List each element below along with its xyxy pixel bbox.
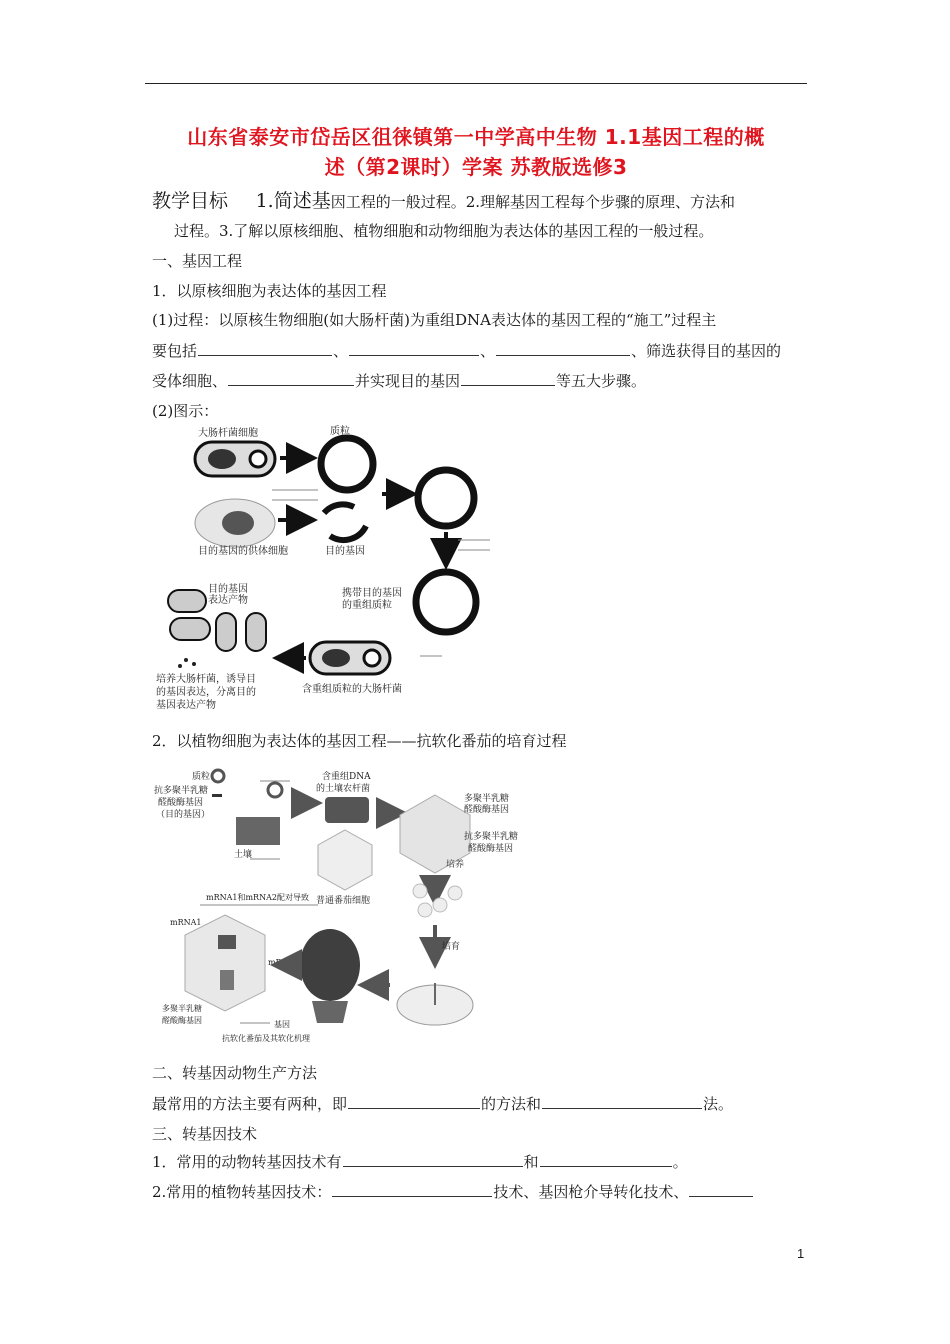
section2-a: 最常用的方法主要有两种，即 xyxy=(152,1095,348,1113)
gene-label-2: 基因 xyxy=(274,1020,290,1029)
diagram-label: (2)图示： xyxy=(152,402,219,420)
mrna1-label: mRNA1 xyxy=(170,918,202,927)
tomato-cell-mechanism-icon xyxy=(185,915,265,1011)
process-c1: 受体细胞、 xyxy=(152,372,228,390)
recombinant-label-1: 携带目的基因 xyxy=(342,588,402,599)
page-number: 1 xyxy=(797,1246,805,1261)
anti-gene-label-3: （目的基因） xyxy=(156,810,211,820)
product-label-2: 表达产物 xyxy=(208,595,248,606)
blank-8[interactable] xyxy=(343,1152,523,1167)
tomato-gene-engineering-diagram xyxy=(150,765,530,1045)
recombinant-plasmid-icon xyxy=(418,470,474,526)
ecoli-recombinant-label: 含重组质粒的大肠杆菌 xyxy=(302,684,402,695)
objectives-line1 xyxy=(152,186,735,213)
plasmid-small-icon xyxy=(250,451,266,467)
blank-3[interactable] xyxy=(496,341,630,356)
recombinant-plasmid-large-icon xyxy=(416,572,476,632)
mrna2-label: mRNA2 xyxy=(268,958,300,967)
donor-nucleus-icon xyxy=(222,511,254,535)
section1-item2: 2．以植物细胞为表达体的基因工程——抗软化番茄的培育过程 xyxy=(152,732,567,750)
agro-label-1: 含重组DNA xyxy=(322,772,371,782)
culture-label-3: 基因表达产物 xyxy=(156,700,216,711)
blank-5[interactable] xyxy=(461,371,555,386)
culture-label-2: 的基因表达，分离目的 xyxy=(156,687,256,698)
gene-label: 目的基因 xyxy=(325,546,365,557)
anti-gene-label-4: 抗多聚半乳糖 xyxy=(464,832,519,842)
blank-10[interactable] xyxy=(332,1182,492,1197)
objectives-line2: 过程。3.了解以原核细胞、植物细胞和动物细胞为表达体的基因工程的一般过程。 xyxy=(174,222,714,240)
section3-item2 xyxy=(152,1181,754,1202)
objectives-rest1: 因工程的一般过程。2.理解基因工程每个步骤的原理、方法和 xyxy=(330,193,736,211)
section3-item1-a: 1．常用的动物转基因技术有 xyxy=(152,1153,342,1171)
sep-2: 、 xyxy=(480,342,496,360)
blank-9[interactable] xyxy=(540,1152,672,1167)
blank-2[interactable] xyxy=(349,341,479,356)
pairing-label: mRNA1和mRNA2配对导致 xyxy=(206,893,309,902)
anti-gene-label-5: 醛酸酶基因 xyxy=(468,844,514,854)
tomato-caption: 抗软化番茄及其软化机理 xyxy=(222,1034,310,1043)
process-line-c xyxy=(152,370,646,391)
page-title-line1: 山东省泰安市岱岳区徂徕镇第一中学高中生物 1.1基因工程的概 xyxy=(187,125,765,149)
poly-gene-label-2: 醛酸酶基因 xyxy=(464,805,510,815)
soil-label: 土壤 xyxy=(234,850,253,860)
plasmid-label: 质粒 xyxy=(330,426,350,437)
recombinant-label-2: 的重组质粒 xyxy=(342,600,392,611)
process-b2: 、筛选获得目的基因的 xyxy=(631,342,782,360)
culture-label: 培养 xyxy=(446,860,465,870)
tomato-cell-label: 普通番茄细胞 xyxy=(316,896,371,906)
section2-c: 法。 xyxy=(703,1095,734,1113)
process-c3: 等五大步骤。 xyxy=(556,372,647,390)
process-c2: 并实现目的基因 xyxy=(355,372,461,390)
poly-gene-label-4: 醛酸酶基因 xyxy=(162,1016,202,1025)
section3-item1-c: 。 xyxy=(672,1153,688,1171)
blank-4[interactable] xyxy=(228,371,354,386)
chromosome-icon xyxy=(208,449,236,469)
section3-item2-a: 2.常用的植物转基因技术： xyxy=(152,1183,332,1201)
grow-label: 培育 xyxy=(442,942,461,952)
gene-fragment-icon xyxy=(330,526,366,540)
poly-gene-label-3: 多聚半乳糖 xyxy=(162,1004,202,1013)
plasmid-label-2: 质粒 xyxy=(192,772,211,782)
header-rule xyxy=(145,83,807,84)
process-line-b xyxy=(152,340,781,361)
tomato-plant-icon xyxy=(300,929,360,1001)
anti-gene-label-2: 醛酸酶基因 xyxy=(158,798,204,808)
poly-gene-label-1: 多聚半乳糖 xyxy=(464,794,510,804)
tomato-cell-icon xyxy=(318,830,372,890)
agro-label-2: 的土壤农杆菌 xyxy=(316,784,371,794)
page-title-line2: 述（第2课时）学案 苏教版选修3 xyxy=(324,155,628,179)
blank-11[interactable] xyxy=(689,1182,753,1197)
gene-fragment-icon xyxy=(324,504,354,513)
process-b1: 要包括 xyxy=(152,342,198,360)
section3-heading: 三、转基因技术 xyxy=(152,1125,258,1143)
section2-heading: 二、转基因动物生产方法 xyxy=(152,1064,318,1082)
section3-item1 xyxy=(152,1151,688,1172)
ecoli-label: 大肠杆菌细胞 xyxy=(198,428,258,439)
culture-label-1: 培养大肠杆菌，诱导目 xyxy=(156,674,256,685)
sep-1: 、 xyxy=(333,342,349,360)
plasmid-ring-icon xyxy=(321,438,373,490)
soil-icon xyxy=(236,817,280,845)
objectives-label: 教学目标 xyxy=(152,190,229,212)
plasmid-icon-2 xyxy=(212,770,224,782)
product-label-1: 目的基因 xyxy=(208,584,248,595)
section3-item1-b: 和 xyxy=(523,1153,539,1171)
anti-gene-label-1: 抗多聚半乳糖 xyxy=(154,786,209,796)
objectives-first: 1.简述基 xyxy=(255,190,331,212)
section3-item2-b: 技术、基因枪介导转化技术、 xyxy=(493,1183,689,1201)
section1-heading: 一、基因工程 xyxy=(152,252,243,270)
blank-1[interactable] xyxy=(198,341,332,356)
flower-pot-icon xyxy=(312,1001,348,1023)
section2-line xyxy=(152,1093,733,1114)
blank-7[interactable] xyxy=(542,1094,702,1109)
ecoli-gene-engineering-diagram xyxy=(150,420,510,720)
process-line-a: (1)过程：以原核生物细胞(如大肠杆菌)为重组DNA表达体的基因工程的“施工”过程主 xyxy=(152,311,717,329)
agro-bacterium-icon xyxy=(325,797,369,823)
donor-label: 目的基因的供体细胞 xyxy=(198,546,288,557)
section2-b: 的方法和 xyxy=(481,1095,542,1113)
blank-6[interactable] xyxy=(348,1094,480,1109)
section1-item1: 1．以原核细胞为表达体的基因工程 xyxy=(152,282,387,300)
